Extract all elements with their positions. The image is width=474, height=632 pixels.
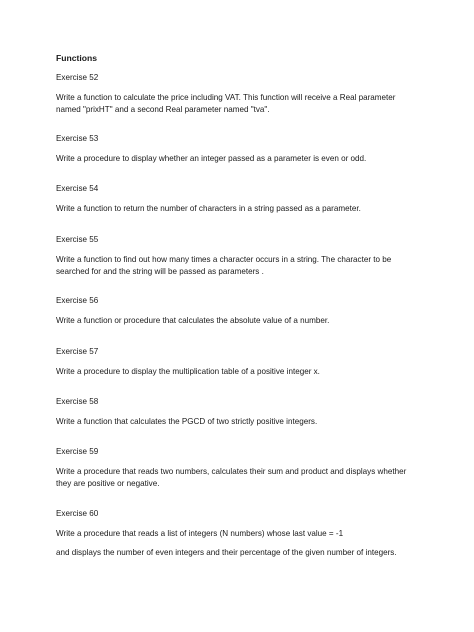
- exercise-heading: Exercise 59: [56, 447, 99, 456]
- exercise-58: [56, 396, 426, 435]
- exercise-60: [56, 508, 426, 567]
- exercise-text: Write a function to find out how many times a character occurs in a string. The character to be searched for and the string will be passed as parameters .: [56, 254, 392, 276]
- exercise-text: Write a procedure to display the multiplication table of a positive integer x.: [56, 366, 320, 376]
- exercise-text: Write a procedure that reads a list of integers (N numbers) whose last value = -1: [56, 528, 344, 538]
- exercise-heading: Exercise 52: [56, 73, 99, 82]
- exercise-text: Write a function or procedure that calculates the absolute value of a number.: [56, 315, 330, 325]
- exercise-heading: Exercise 55: [56, 235, 99, 244]
- exercise-55: [56, 234, 426, 286]
- exercise-text: Write a function to return the number of characters in a string passed as a parameter.: [56, 203, 361, 213]
- exercise-text: Write a procedure that reads two numbers, calculates their sum and product and displays whether they are positive or negative.: [56, 466, 407, 488]
- exercise-52: [56, 72, 426, 124]
- exercise-57: [56, 346, 426, 385]
- exercise-53: [56, 133, 426, 172]
- exercise-heading: Exercise 53: [56, 134, 99, 143]
- exercise-heading: Exercise 60: [56, 509, 99, 518]
- exercise-text: Write a procedure to display whether an integer passed as a parameter is even or odd.: [56, 153, 367, 163]
- exercise-heading: Exercise 56: [56, 296, 99, 305]
- exercise-text: and displays the number of even integers and their percentage of the given number of integers.: [56, 548, 397, 557]
- exercise-54: [56, 183, 426, 222]
- exercise-heading: Exercise 57: [56, 347, 99, 356]
- exercise-56: [56, 295, 426, 334]
- exercise-text: Write a function to calculate the price including VAT. This function will receive a Real parameter named "prixHT" and a second Real parameter named "tva".: [56, 92, 396, 114]
- document-title: Functions: [56, 53, 98, 63]
- exercise-59: [56, 446, 426, 498]
- exercise-heading: Exercise 54: [56, 184, 99, 193]
- exercise-text: Write a function that calculates the PGCD of two strictly positive integers.: [56, 416, 318, 426]
- exercise-heading: Exercise 58: [56, 397, 99, 406]
